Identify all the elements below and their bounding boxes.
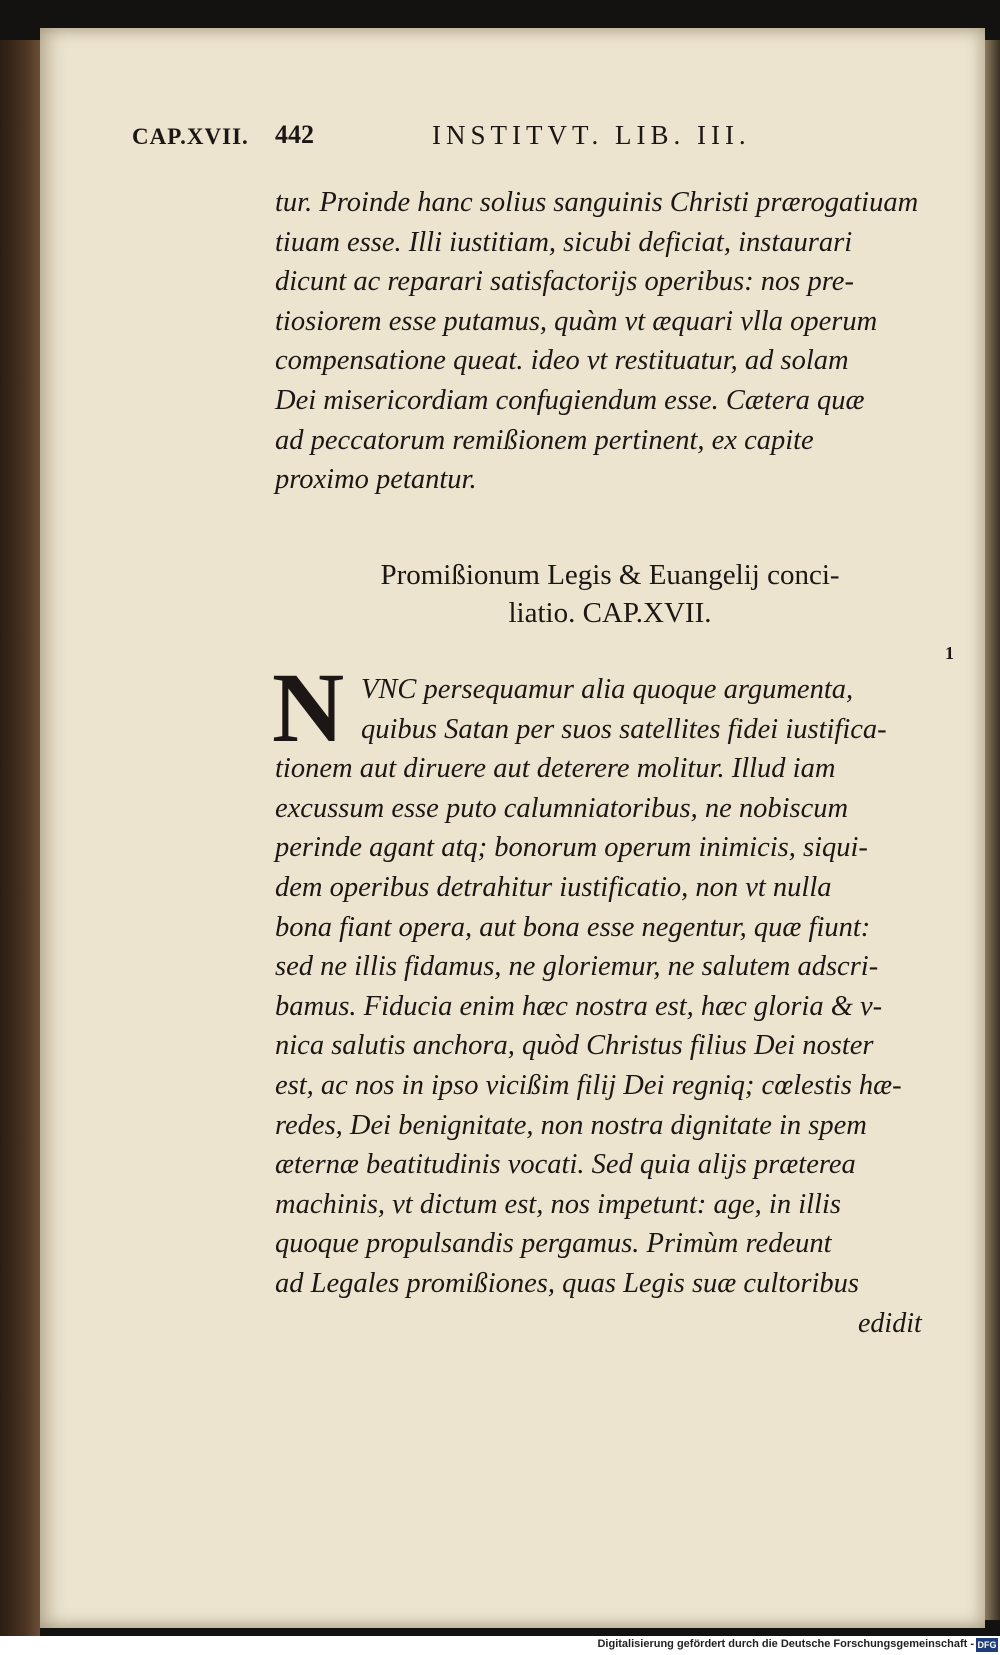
page-number: 442 bbox=[275, 120, 314, 149]
text-line: quoque propulsandis pergamus. Primùm redeunt bbox=[275, 1228, 832, 1260]
book-page bbox=[40, 28, 985, 1628]
text-line: compensatione queat. ideo vt restituatur, ad solam bbox=[275, 345, 849, 377]
text-line: tur. Proinde hanc solius sanguinis Christi prærogatiuam bbox=[275, 187, 919, 218]
running-head bbox=[40, 120, 985, 160]
running-head-chapter: CAP.XVII. bbox=[132, 124, 249, 149]
catchword: edidit bbox=[858, 1308, 922, 1339]
chapter-heading-line: Promißionum Legis & Euangelij conci- bbox=[380, 559, 840, 591]
chapter-heading bbox=[240, 556, 980, 632]
margin-number: 1 bbox=[945, 643, 954, 663]
text-line: machinis, vt dictum est, nos impetunt: age, in illis bbox=[275, 1188, 841, 1220]
text-line: bona fiant opera, aut bona esse negentur, quæ fiunt: bbox=[275, 911, 871, 943]
text-line: perinde agant atq; bonorum operum inimicis, siqui- bbox=[275, 832, 868, 864]
page-edge bbox=[985, 40, 1000, 1620]
chapter-heading-line: liatio. CAP.XVII. bbox=[508, 597, 712, 629]
text-line: redes, Dei benignitate, non nostra dignitate in spem bbox=[275, 1109, 867, 1141]
text-line: tiosiorem esse putamus, quàm vt æquari vlla operum bbox=[275, 305, 878, 337]
text-line: excussum esse puto calumniatoribus, ne nobiscum bbox=[275, 792, 849, 824]
text-line: est, ac nos in ipso vicißim filij Dei regniq; cœlestis hæ- bbox=[275, 1069, 902, 1101]
drop-cap: N bbox=[272, 652, 345, 763]
text-line: dicunt ac reparari satisfactorijs operibus: nos pre- bbox=[275, 266, 854, 298]
text-line: nica salutis anchora, quòd Christus filius Dei noster bbox=[275, 1030, 874, 1062]
text-line: quibus Satan per suos satellites fidei iustifica- bbox=[361, 713, 887, 745]
text-line: dem operibus detrahitur iustificatio, non vt nulla bbox=[275, 871, 832, 903]
footer-bar bbox=[0, 1636, 1000, 1655]
text-line: ad Legales promißiones, quas Legis suæ cultoribus bbox=[275, 1267, 860, 1299]
dfg-logo-icon[interactable]: DFG bbox=[977, 1640, 997, 1650]
text-line: Dei misericordiam confugiendum esse. Cætera quæ bbox=[275, 384, 865, 416]
text-line: bamus. Fiducia enim hæc nostra est, hæc gloria & v- bbox=[275, 990, 883, 1022]
text-line: sed ne illis fidamus, ne gloriemur, ne salutem adscri- bbox=[275, 951, 879, 983]
running-head-title: INSTITVT. LIB. III. bbox=[432, 120, 751, 150]
footer-credit: Digitalisierung gefördert durch die Deutsche Forschungsgemeinschaft - bbox=[597, 1638, 974, 1650]
paragraph-end bbox=[275, 183, 919, 500]
text-line: ad peccatorum remißionem pertinent, ex capite bbox=[275, 424, 814, 456]
text-line: tiuam esse. Illi iustitiam, sicubi deficiat, instaurari bbox=[275, 226, 853, 258]
book-spine bbox=[0, 40, 40, 1640]
text-line: proximo petantur. bbox=[275, 464, 477, 496]
text-line: æternæ beatitudinis vocati. Sed quia alijs præterea bbox=[275, 1149, 856, 1181]
text-line: VNC persequamur alia quoque argumenta, bbox=[361, 674, 854, 705]
paragraph-main bbox=[275, 670, 915, 1304]
text-line: tionem aut diruere aut deterere molitur. Illud iam bbox=[275, 753, 836, 785]
